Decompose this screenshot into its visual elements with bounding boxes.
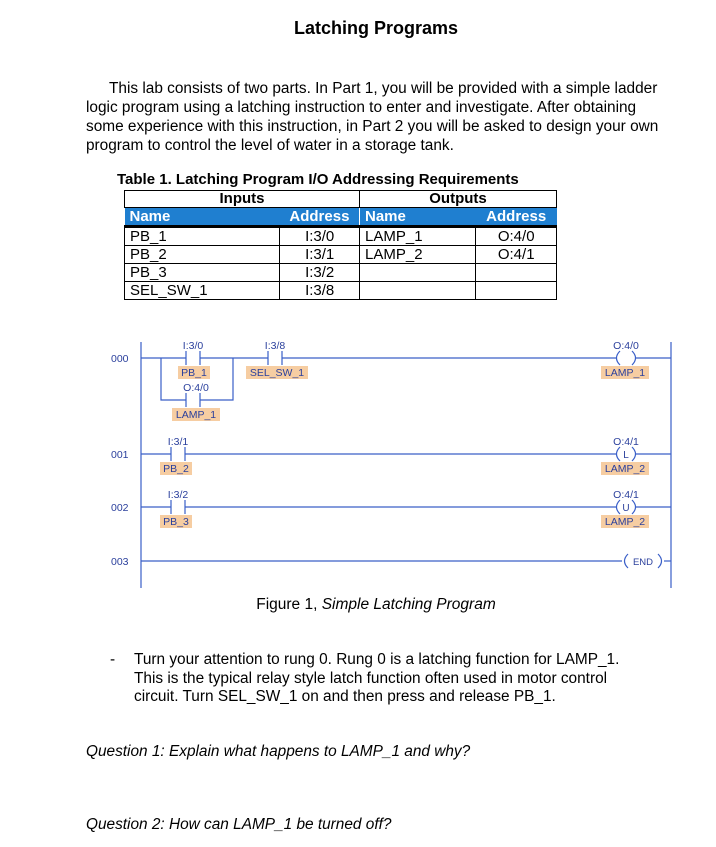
contact-address: O:4/0 bbox=[183, 382, 209, 394]
contact-tag: SEL_SW_1 bbox=[249, 367, 305, 379]
table-header-row bbox=[125, 208, 557, 227]
io-table bbox=[124, 190, 557, 300]
cell bbox=[360, 264, 476, 282]
contact-address: I:3/0 bbox=[182, 340, 204, 352]
rung-number: 003 bbox=[111, 556, 129, 568]
figure-caption-title: Simple Latching Program bbox=[321, 596, 496, 613]
cell: LAMP_1 bbox=[360, 227, 476, 246]
cell: PB_3 bbox=[125, 264, 280, 282]
cell: PB_1 bbox=[125, 227, 280, 246]
figure-caption bbox=[0, 596, 716, 614]
rung-number: 001 bbox=[111, 449, 129, 461]
page-title: Latching Programs bbox=[293, 18, 459, 38]
table-row bbox=[125, 227, 557, 246]
cell: O:4/1 bbox=[476, 246, 557, 264]
bullet-text: Turn your attention to rung 0. Rung 0 is a latching function for LAMP_1. This is the typical relay style latch function often used in motor control circuit. Turn SEL_SW_1 on and then press and release PB_1. bbox=[134, 651, 620, 705]
contact-pb3 bbox=[171, 500, 185, 514]
cell: LAMP_2 bbox=[360, 246, 476, 264]
cell: SEL_SW_1 bbox=[125, 282, 280, 300]
coil-address: O:4/0 bbox=[613, 340, 639, 352]
group-outputs: Outputs bbox=[360, 191, 557, 208]
question-2: Question 2: How can LAMP_1 be turned off? bbox=[86, 816, 392, 833]
coil-letter: U bbox=[622, 503, 630, 514]
contact-tag: LAMP_1 bbox=[175, 409, 217, 421]
question-1: Question 1: Explain what happens to LAMP_1 and why? bbox=[86, 743, 471, 760]
table-row bbox=[125, 282, 557, 300]
contact-address: I:3/2 bbox=[167, 489, 189, 501]
contact-pb2 bbox=[171, 447, 185, 461]
header-output-name: Name bbox=[360, 208, 476, 227]
contact-tag: PB_1 bbox=[181, 367, 207, 379]
cell: O:4/0 bbox=[476, 227, 557, 246]
contact-address: I:3/1 bbox=[167, 436, 189, 448]
group-inputs: Inputs bbox=[125, 191, 360, 208]
header-input-address: Address bbox=[280, 208, 360, 227]
coil-letter: L bbox=[623, 450, 629, 461]
coil-tag: LAMP_2 bbox=[604, 516, 646, 528]
cell: I:3/1 bbox=[280, 246, 360, 264]
contact-tag: PB_2 bbox=[163, 463, 189, 475]
cell bbox=[476, 282, 557, 300]
contact-sel-sw1 bbox=[268, 351, 282, 365]
header-input-name: Name bbox=[125, 208, 280, 227]
table-row bbox=[125, 246, 557, 264]
cell bbox=[360, 282, 476, 300]
table-caption: Table 1. Latching Program I/O Addressing Requirements bbox=[117, 171, 519, 188]
bullet-item bbox=[110, 651, 650, 707]
rung-number: 002 bbox=[111, 502, 129, 514]
contact-lamp1-seal bbox=[186, 393, 200, 407]
intro-text: This lab consists of two parts. In Part 1, you will be provided with a simple ladder logic program using a latching instruction to enter and investigate. After obtaining some experience with this instruction, in Part 2 you will be asked to design your own program to control the level of water in a storage tank. bbox=[86, 80, 659, 154]
table-row bbox=[125, 264, 557, 282]
header-output-address: Address bbox=[476, 208, 557, 227]
coil-address: O:4/1 bbox=[613, 436, 639, 448]
figure-caption-prefix: Figure 1, bbox=[256, 596, 322, 613]
rung-number: 000 bbox=[111, 353, 129, 365]
end-label: END bbox=[632, 557, 654, 568]
cell: I:3/8 bbox=[280, 282, 360, 300]
coil-tag: LAMP_1 bbox=[604, 367, 646, 379]
cell: PB_2 bbox=[125, 246, 280, 264]
table-group-row bbox=[125, 191, 557, 208]
cell: I:3/2 bbox=[280, 264, 360, 282]
coil-address: O:4/1 bbox=[613, 489, 639, 501]
contact-tag: PB_3 bbox=[163, 516, 189, 528]
contact-address: I:3/8 bbox=[264, 340, 286, 352]
coil-lamp1 bbox=[617, 351, 636, 365]
intro-paragraph bbox=[86, 79, 666, 155]
ladder-diagram bbox=[0, 330, 716, 592]
cell: I:3/0 bbox=[280, 227, 360, 246]
cell bbox=[476, 264, 557, 282]
bullet-dash: - bbox=[110, 651, 116, 668]
coil-tag: LAMP_2 bbox=[604, 463, 646, 475]
contact-pb1 bbox=[186, 351, 200, 365]
